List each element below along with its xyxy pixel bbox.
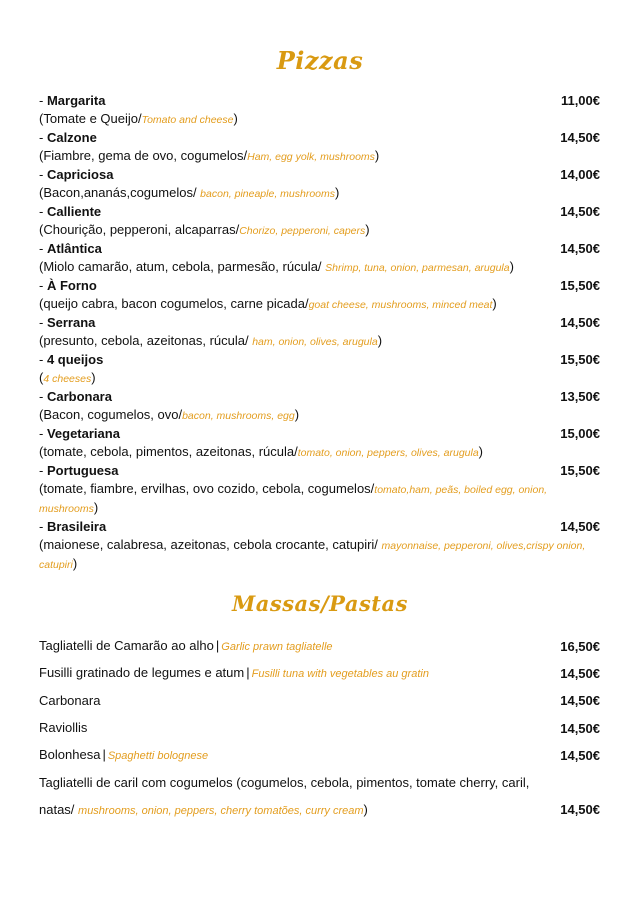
pizza-description-en: ham, onion, olives, arugula — [252, 336, 378, 348]
pizza-description-en: bacon, mushrooms, egg — [182, 410, 295, 422]
pizza-name: Calzone — [46, 130, 97, 145]
dash: - — [39, 389, 47, 404]
pizza-description: (Miolo camarão, atum, cebola, parmesão, rúcula/ Shrimp, tuna, onion, parmesan, arugula) — [39, 259, 514, 274]
pasta-item — [39, 715, 600, 742]
pizza-description-pt: tomate, cebola, pimentos, azeitonas, rúcula/ — [43, 444, 298, 459]
separator: | — [246, 665, 250, 681]
pizza-description-en: bacon, pineaple, mushrooms — [200, 188, 336, 200]
pizza-description: (4 cheeses) — [39, 370, 96, 385]
pasta-price: 14,50€ — [560, 665, 600, 681]
pizza-description-pt: Chourição, pepperoni, alcaparras/ — [43, 222, 240, 237]
dash: - — [39, 204, 47, 219]
pizza-description: (maionese, calabresa, azeitonas, cebola crocante, catupiri/ mayonnaise, pepperoni, olives,crispy onion, catupiri) — [39, 537, 586, 571]
pizza-name: Carbonara — [46, 389, 112, 404]
pastas-section-title: Massas/Pastas — [232, 591, 408, 616]
pizza-price: 14,50€ — [560, 519, 600, 534]
pizza-description-en: tomato, onion, peppers, olives, arugula — [297, 447, 479, 459]
dash: - — [39, 278, 47, 293]
pizza-description: (queijo cabra, bacon cogumelos, carne picada/goat cheese, mushrooms, minced meat) — [39, 296, 497, 311]
pizza-price: 14,50€ — [560, 204, 600, 219]
pizza-item — [39, 314, 600, 332]
pasta-item — [39, 633, 600, 660]
pasta-description-pt: natas/ — [39, 801, 79, 817]
pizza-item — [39, 92, 600, 110]
pasta-item-last-cont — [39, 797, 600, 824]
pizza-description: (Chourição, pepperoni, alcaparras/Chorizo, pepperoni, capers) — [39, 222, 370, 237]
pizza-description: (Bacon, cogumelos, ovo/bacon, mushrooms, egg) — [39, 407, 300, 422]
pasta-name-en: Fusilli tuna with vegetables au gratin — [251, 668, 429, 681]
pizza-price: 13,50€ — [560, 389, 600, 404]
pizza-name: Atlântica — [46, 241, 102, 256]
pizza-name: Vegetariana — [46, 426, 120, 441]
pizza-description-pt: queijo cabra, bacon cogumelos, carne picada/ — [43, 296, 309, 311]
dash: - — [39, 93, 47, 108]
pasta-name: Fusilli gratinado de legumes e atum — [39, 665, 245, 681]
pizza-description-en: Tomato and cheese — [141, 114, 234, 126]
pizza-description-en: Ham, egg yolk, mushrooms — [247, 151, 375, 163]
pizza-item — [39, 203, 600, 221]
separator: | — [102, 747, 106, 763]
dash: - — [39, 519, 47, 534]
pizzas-section-title: Pizzas — [276, 46, 364, 75]
pizza-description-en: Chorizo, pepperoni, capers — [239, 225, 366, 237]
pizza-price: 14,50€ — [560, 315, 600, 330]
dash: - — [39, 315, 47, 330]
pizza-name: Brasileira — [46, 519, 107, 534]
pizza-description: (Bacon,ananás,cogumelos/ bacon, pineaple, mushrooms) — [39, 185, 340, 200]
pizza-price: 15,50€ — [560, 463, 600, 478]
dash: - — [39, 241, 47, 256]
pizza-description-pt: Bacon, cogumelos, ovo/ — [43, 407, 183, 422]
pizza-price: 14,50€ — [560, 130, 600, 145]
pizza-name: 4 queijos — [46, 352, 104, 367]
pasta-price: 16,50€ — [560, 638, 600, 654]
pizza-item — [39, 351, 600, 369]
pizza-name: Capriciosa — [46, 167, 114, 182]
pasta-item — [39, 742, 600, 769]
pizza-item — [39, 166, 600, 184]
pizza-description: (presunto, cebola, azeitonas, rúcula/ ham, onion, olives, arugula) — [39, 333, 383, 348]
pizza-description: (Fiambre, gema de ovo, cogumelos/Ham, egg yolk, mushrooms) — [39, 148, 380, 163]
pizza-item — [39, 277, 600, 295]
pizza-description-en: goat cheese, mushrooms, minced meat — [308, 299, 493, 311]
pizza-description-pt: tomate, fiambre, ervilhas, ovo cozido, cebola, cogumelos/ — [43, 481, 375, 496]
dash: - — [39, 167, 47, 182]
pizza-description-pt: maionese, calabresa, azeitonas, cebola crocante, catupiri/ — [43, 537, 382, 552]
pizza-description: (tomate, cebola, pimentos, azeitonas, rúcula/tomato, onion, peppers, olives, arugula) — [39, 444, 484, 459]
pasta-price: 14,50€ — [560, 693, 600, 709]
pizza-item — [39, 129, 600, 147]
pizza-description-pt: Miolo camarão, atum, cebola, parmesão, rúcula/ — [43, 259, 326, 274]
pizza-description-en: 4 cheeses — [43, 373, 92, 385]
pasta-name-en: Garlic prawn tagliatelle — [221, 641, 333, 654]
pizza-item — [39, 462, 600, 480]
paren-close: ) — [363, 801, 368, 817]
pizza-description: (tomate, fiambre, ervilhas, ovo cozido, cebola, cogumelos/tomato,ham, peãs, boiled egg, onion, mushrooms) — [39, 481, 548, 515]
pizza-description: (Tomate e Queijo/Tomato and cheese) — [39, 111, 238, 126]
pasta-price: 14,50€ — [560, 802, 600, 818]
pizza-name: À Forno — [46, 278, 97, 293]
pasta-list — [39, 633, 600, 824]
pizza-price: 15,00€ — [560, 426, 600, 441]
pizza-description-en: Shrimp, tuna, onion, parmesan, arugula — [325, 262, 510, 274]
pizza-price: 15,50€ — [560, 278, 600, 293]
pizza-price: 14,50€ — [560, 241, 600, 256]
pizza-description-pt: presunto, cebola, azeitonas, rúcula/ — [43, 333, 253, 348]
pizza-description-en: mayonnaise, pepperoni, olives,crispy onion, catupiri — [39, 540, 586, 571]
pizza-price: 11,00€ — [560, 93, 600, 108]
pizza-description-pt: Tomate e Queijo/ — [43, 111, 142, 126]
pizza-description-en: tomato,ham, peãs, boiled egg, onion, mushrooms — [39, 484, 548, 515]
pizza-description-pt: Bacon,ananás,cogumelos/ — [43, 185, 201, 200]
pasta-name-en: Spaghetti bolognese — [107, 750, 209, 763]
pasta-name: Carbonara — [39, 692, 101, 708]
pasta-name: Bolonhesa — [39, 747, 101, 763]
pasta-price: 14,50€ — [560, 720, 600, 736]
pasta-description-en: mushrooms, onion, peppers, cherry tomatões, curry cream — [78, 804, 364, 817]
pizza-item — [39, 425, 600, 443]
pasta-item — [39, 660, 600, 687]
pasta-description: Tagliatelli de caril com cogumelos (cogumelos, cebola, pimentos, tomate cherry, caril, — [39, 775, 530, 791]
pizza-name: Calliente — [46, 204, 102, 219]
pasta-name: Tagliatelli de Camarão ao alho — [39, 638, 214, 654]
dash: - — [39, 130, 47, 145]
pizza-name: Margarita — [46, 93, 106, 108]
pizza-name: Serrana — [46, 315, 96, 330]
pizza-description-pt: Fiambre, gema de ovo, cogumelos/ — [43, 148, 248, 163]
pasta-item — [39, 688, 600, 715]
pizza-price: 15,50€ — [560, 352, 600, 367]
pizza-item — [39, 240, 600, 258]
pizza-name: Portuguesa — [46, 463, 119, 478]
pasta-name: Raviollis — [39, 720, 88, 736]
separator: | — [215, 638, 220, 654]
pizza-list — [39, 92, 600, 574]
dash: - — [39, 426, 47, 441]
pizza-item — [39, 518, 600, 536]
dash: - — [39, 352, 47, 367]
pasta-item-last — [39, 769, 600, 796]
pasta-price: 14,50€ — [560, 747, 600, 763]
pizza-price: 14,00€ — [560, 167, 600, 182]
pizza-item — [39, 388, 600, 406]
dash: - — [39, 463, 47, 478]
